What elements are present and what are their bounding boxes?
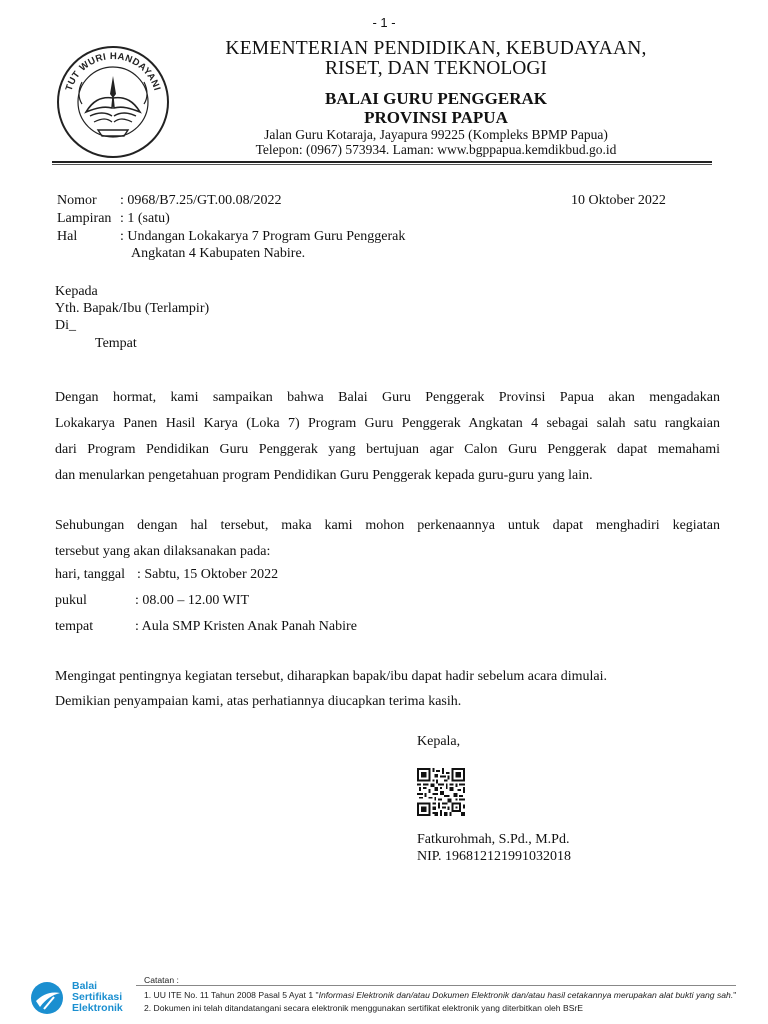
recipient-di: Di_ <box>55 318 76 333</box>
letterhead-organization: BALAI GURU PENGGERAK <box>325 89 547 108</box>
letterhead-contact: Telepon: (0967) 573934. Laman: www.bgppapua.kemdikbud.go.id <box>255 142 617 157</box>
hal-label: Hal <box>57 229 78 244</box>
hal-value-continued: Angkatan 4 Kabupaten Nabire. <box>131 246 306 261</box>
tut-wuri-handayani-logo-icon <box>52 38 174 160</box>
letterhead-ministry-line1: KEMENTERIAN PENDIDIKAN, KEBUDAYAAN, <box>225 38 647 59</box>
footer-note-2: 2. Dokumen ini telah ditandatangani secara elektronik menggunakan sertifikat elektronik yang diterbitkan oleh BSrE <box>144 1003 584 1013</box>
footer-note-1 <box>144 990 736 1000</box>
paragraph-line: Lokakarya Panen Hasil Karya (Loka 7) Program Guru Penggerak Angkatan 4 sebagai salah satu rangkaian <box>55 416 720 431</box>
body-paragraph-4: Demikian penyampaian kami, atas perhatiannya diucapkan terima kasih. <box>55 694 462 709</box>
letterhead-address: Jalan Guru Kotaraja, Jayapura 99225 (Kompleks BPMP Papua) <box>264 127 608 142</box>
paragraph-line: Dengan hormat, kami sampaikan bahwa Balai Guru Penggerak Provinsi Papua akan mengadakan <box>55 390 720 405</box>
bsre-logo-line1: Balai <box>72 980 98 992</box>
recipient-kepada: Kepada <box>55 284 98 299</box>
bsre-logo-line2: Sertifikasi <box>72 991 123 1003</box>
hal-value: : Undangan Lokakarya 7 Program Guru Penggerak <box>120 229 406 244</box>
schedule-place-value: : Aula SMP Kristen Anak Panah Nabire <box>135 619 357 634</box>
bsre-logo <box>14 973 134 1021</box>
bsre-mark-icon <box>24 979 70 1017</box>
footer-catatan: Catatan : <box>144 975 179 985</box>
nomor-value: : 0968/B7.25/GT.00.08/2022 <box>120 193 282 208</box>
letter-date: 10 Oktober 2022 <box>571 193 666 208</box>
nomor-label: Nomor <box>57 193 97 208</box>
footer-divider <box>136 985 736 986</box>
signature-qr-code-icon <box>417 768 465 816</box>
schedule-time-value: : 08.00 – 12.00 WIT <box>135 593 250 608</box>
letterhead-divider-thin <box>52 164 712 165</box>
letterhead-ministry-line2: RISET, DAN TEKNOLOGI <box>325 58 547 79</box>
footer-note-1-suffix: " <box>733 990 737 1000</box>
footer-note-1-quote: Informasi Elektronik dan/atau Dokumen Elektronik dan/atau hasil cetakannya merupakan alat bukti yang sah. <box>318 990 734 1000</box>
body-paragraph-2 <box>55 513 720 565</box>
signatory-nip: NIP. 196812121991032018 <box>417 849 572 864</box>
schedule-date-label: hari, tanggal <box>55 567 125 582</box>
schedule-time-label: pukul <box>55 593 87 608</box>
signature-title: Kepala, <box>417 734 461 749</box>
page-number: - 1 - <box>372 15 396 30</box>
paragraph-line: Sehubungan dengan hal tersebut, maka kami mohon perkenaannya untuk dapat menghadiri kegiatan <box>55 518 720 533</box>
lampiran-label: Lampiran <box>57 211 112 226</box>
schedule-place-label: tempat <box>55 619 94 634</box>
paragraph-line: dari Program Pendidikan Guru Penggerak yang bertujuan agar Calon Guru Penggerak dapat memahami <box>55 442 720 457</box>
footer-note-1-prefix: 1. UU ITE No. 11 Tahun 2008 Pasal 5 Ayat 1 " <box>144 990 319 1000</box>
bsre-logo-line3: Elektronik <box>72 1002 123 1014</box>
schedule-date-value: : Sabtu, 15 Oktober 2022 <box>137 567 279 582</box>
svg-text:TUT WURI HANDAYANI: TUT WURI HANDAYANI <box>63 50 163 93</box>
recipient-yth: Yth. Bapak/Ibu (Terlampir) <box>55 301 210 316</box>
recipient-tempat: Tempat <box>95 336 137 351</box>
signatory-name: Fatkurohmah, S.Pd., M.Pd. <box>417 832 570 847</box>
letterhead-province: PROVINSI PAPUA <box>364 108 508 127</box>
letterhead-divider <box>52 161 712 163</box>
body-paragraph-1 <box>55 385 720 489</box>
body-paragraph-3: Mengingat pentingnya kegiatan tersebut, diharapkan bapak/ibu dapat hadir sebelum acara dimulai. <box>55 669 608 684</box>
lampiran-value: : 1 (satu) <box>120 211 170 226</box>
paragraph-line: tersebut yang akan dilaksanakan pada: <box>55 544 271 559</box>
paragraph-line: dan menularkan pengetahuan program Pendidikan Guru Penggerak kepada guru-guru yang lain. <box>55 468 593 483</box>
